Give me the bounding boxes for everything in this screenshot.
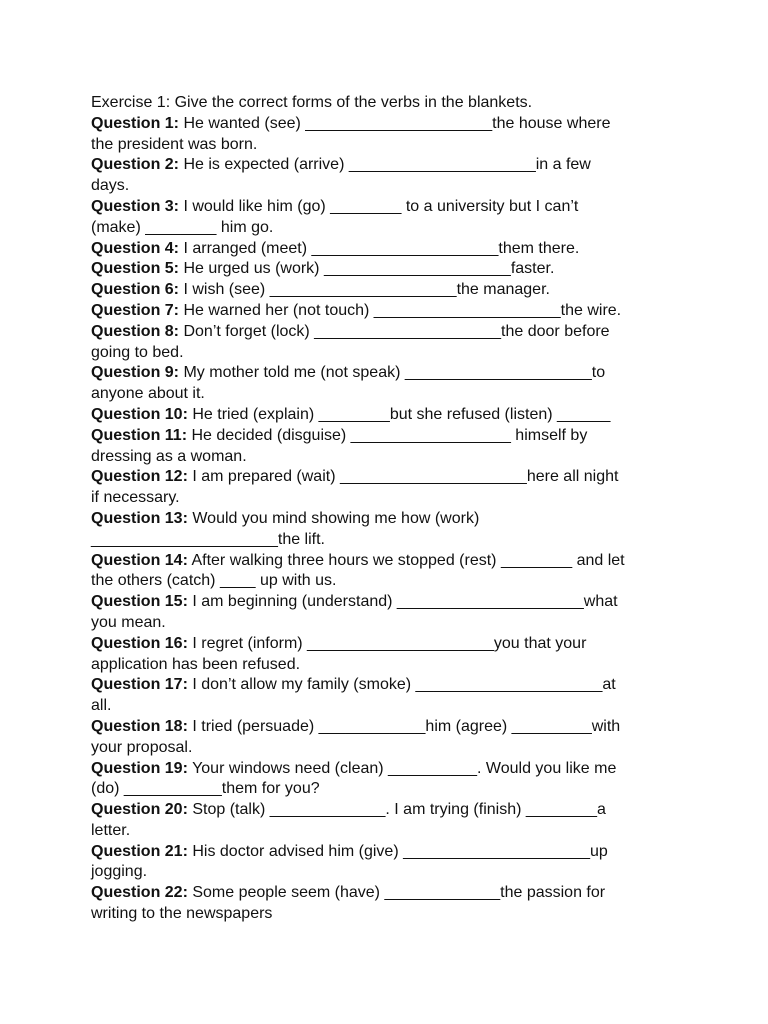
question-line: [91, 405, 691, 426]
question-line: [91, 883, 691, 904]
question-label: Question 6:: [91, 281, 180, 299]
question-label: Question 5:: [91, 260, 180, 278]
question-text: He decided (disguise) __________________ himself by: [187, 426, 588, 444]
question-continuation-line: [91, 343, 691, 364]
question-text: letter.: [91, 821, 131, 839]
question-continuation-line: [91, 821, 691, 842]
worksheet-page: [91, 93, 691, 925]
question-continuation-line: [91, 384, 691, 405]
question-line: [91, 197, 691, 218]
question-label: Question 11:: [91, 426, 188, 444]
question-label: Question 17:: [91, 676, 188, 694]
question-label: Question 15:: [91, 593, 188, 611]
question-text: I regret (inform) _____________________you that your: [187, 634, 587, 652]
question-text: I wish (see) _____________________the manager.: [179, 281, 550, 299]
question-text: After walking three hours we stopped (rest) ________ and let: [187, 551, 625, 569]
question-text: Stop (talk) _____________. I am trying (finish) ________a: [187, 801, 606, 819]
question-text: He warned her (not touch) _____________________the wire.: [179, 301, 622, 319]
question-continuation-line: [91, 488, 691, 509]
question-line: [91, 239, 691, 260]
question-line: [91, 800, 691, 821]
question-label: Question 21:: [91, 842, 188, 860]
question-text: (do) ___________them for you?: [91, 780, 320, 798]
question-list: [91, 114, 691, 925]
question-text: My mother told me (not speak) _____________________to: [179, 364, 606, 382]
question-text: He tried (explain) ________but she refused (listen) ______: [187, 405, 611, 423]
question-text: Don’t forget (lock) _____________________the door before: [179, 322, 610, 340]
question-label: Question 19:: [91, 759, 188, 777]
question-continuation-line: [91, 135, 691, 156]
question-text: I arranged (meet) _____________________them there.: [179, 239, 580, 257]
question-continuation-line: [91, 779, 691, 800]
question-line: [91, 114, 691, 135]
question-text: Some people seem (have) _____________the passion for: [187, 884, 606, 902]
question-continuation-line: [91, 904, 691, 925]
question-label: Question 22:: [91, 884, 188, 902]
question-text: writing to the newspapers: [91, 905, 273, 923]
question-line: [91, 551, 691, 572]
question-text: I am prepared (wait) _____________________here all night: [187, 468, 619, 486]
question-line: [91, 675, 691, 696]
question-text: His doctor advised him (give) _____________________up: [187, 842, 608, 860]
question-text: anyone about it.: [91, 385, 205, 403]
question-line: [91, 634, 691, 655]
question-label: Question 9:: [91, 364, 180, 382]
question-line: [91, 467, 691, 488]
question-line: [91, 426, 691, 447]
question-line: [91, 259, 691, 280]
question-text: (make) ________ him go.: [91, 218, 274, 236]
question-text: dressing as a woman.: [91, 447, 247, 465]
question-continuation-line: [91, 738, 691, 759]
question-line: [91, 322, 691, 343]
question-continuation-line: [91, 571, 691, 592]
question-label: Question 12:: [91, 468, 188, 486]
question-continuation-line: [91, 696, 691, 717]
question-text: I would like him (go) ________ to a university but I can’t: [179, 197, 579, 215]
question-text: your proposal.: [91, 738, 193, 756]
question-label: Question 2:: [91, 156, 180, 174]
question-continuation-line: [91, 530, 691, 551]
question-label: Question 14:: [91, 551, 188, 569]
exercise-title: Exercise 1: Give the correct forms of the verbs in the blankets.: [91, 94, 533, 111]
question-continuation-line: [91, 862, 691, 883]
question-line: [91, 592, 691, 613]
question-text: Would you mind showing me how (work): [187, 509, 480, 527]
question-line: [91, 280, 691, 301]
question-text: the others (catch) ____ up with us.: [91, 572, 337, 590]
question-text: I am beginning (understand) _____________________what: [187, 593, 618, 611]
question-line: [91, 301, 691, 322]
question-line: [91, 759, 691, 780]
question-continuation-line: [91, 218, 691, 239]
question-text: if necessary.: [91, 489, 180, 507]
question-continuation-line: [91, 655, 691, 676]
question-text: _____________________the lift.: [91, 530, 325, 548]
question-text: you mean.: [91, 613, 166, 631]
question-line: [91, 842, 691, 863]
question-label: Question 10:: [91, 405, 188, 423]
question-text: all.: [91, 697, 112, 715]
question-label: Question 20:: [91, 801, 188, 819]
question-text: Your windows need (clean) __________. Would you like me: [187, 759, 617, 777]
question-line: [91, 509, 691, 530]
question-text: I don’t allow my family (smoke) _____________________at: [187, 676, 616, 694]
question-text: going to bed.: [91, 343, 184, 361]
question-label: Question 1:: [91, 114, 180, 132]
question-label: Question 4:: [91, 239, 180, 257]
question-text: He urged us (work) _____________________faster.: [179, 260, 555, 278]
question-line: [91, 155, 691, 176]
question-label: Question 18:: [91, 717, 188, 735]
question-text: He wanted (see) _____________________the house where: [179, 114, 611, 132]
question-text: jogging.: [91, 863, 148, 881]
question-line: [91, 363, 691, 384]
question-continuation-line: [91, 176, 691, 197]
question-label: Question 13:: [91, 509, 188, 527]
question-text: I tried (persuade) ____________him (agree) _________with: [187, 717, 621, 735]
question-line: [91, 717, 691, 738]
question-label: Question 3:: [91, 197, 180, 215]
question-text: application has been refused.: [91, 655, 301, 673]
question-continuation-line: [91, 613, 691, 634]
question-text: He is expected (arrive) _____________________in a few: [179, 156, 591, 174]
question-label: Question 8:: [91, 322, 180, 340]
question-text: the president was born.: [91, 135, 258, 153]
question-label: Question 7:: [91, 301, 180, 319]
question-continuation-line: [91, 447, 691, 468]
question-text: days.: [91, 177, 130, 195]
question-label: Question 16:: [91, 634, 188, 652]
